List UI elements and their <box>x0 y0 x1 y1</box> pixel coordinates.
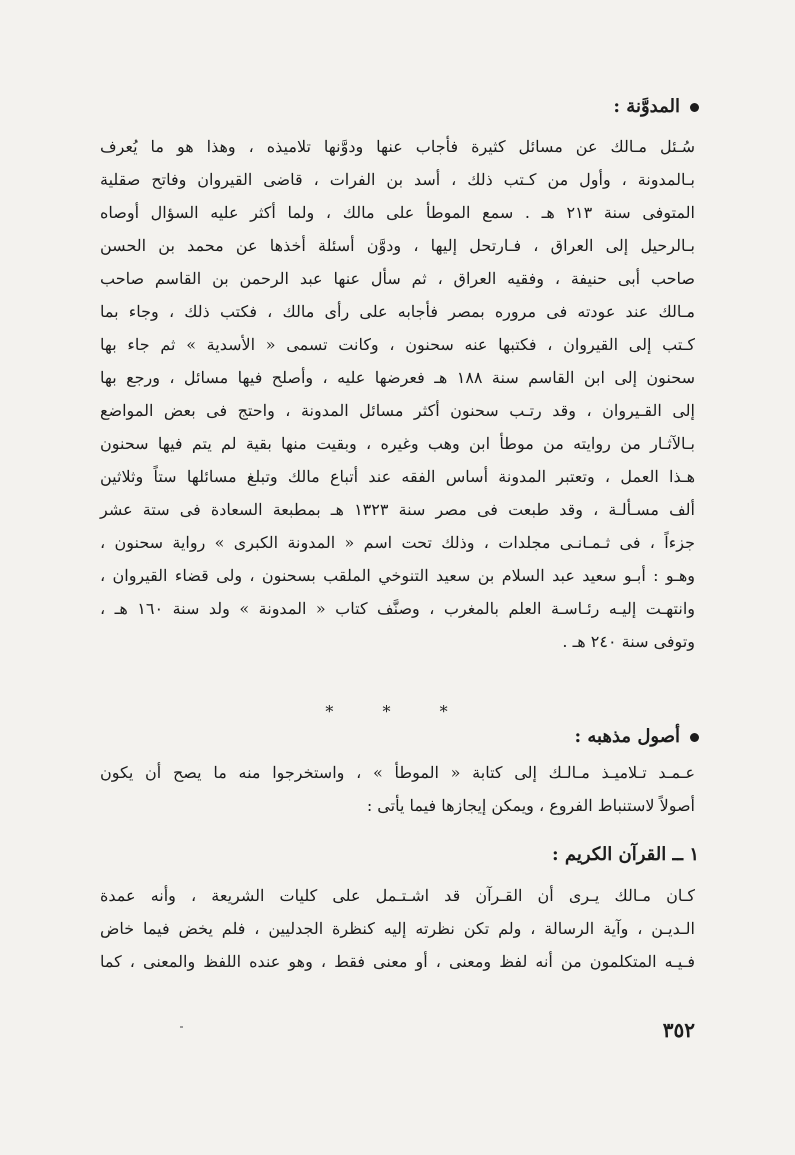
section-heading-mudawwana <box>613 96 699 117</box>
paragraph-line: وتوفى سنة ٢٤٠ هـ . <box>562 632 695 651</box>
paragraph-line: هـذا العمل ، وتعتبر المدونة أساس الفقه عند أتباع مالك وتبلغ مسائلها ستاً وثلاثين <box>100 467 695 486</box>
paragraph-line: بـالرحيل إلى العراق ، فـارتحل إليها ، ودوَّن أسئلة أخذها عن محمد بن الحسن <box>100 236 695 255</box>
paragraph-line: عـمـد تـلاميـذ مـالـك إلى كتابة « الموطأ » ، واستخرجوا منه ما يصح أن يكون <box>100 763 695 782</box>
paragraph-line: أصولاً لاستنباط الفروع ، ويمكن إيجازها فيما يأتى : <box>366 796 695 815</box>
heading-text: المدوَّنة : <box>613 96 680 117</box>
paragraph-line: المتوفى سنة ٢١٣ هـ . سمع الموطأ على مالك ، ولما أكثر عليه السؤال أوصاه <box>100 203 695 222</box>
paragraph-line: بـالآثـار من روايته من موطأ ابن وهب وغيره ، وبقيت منها بقية لم يتم فيها سحنون <box>100 434 695 453</box>
paragraph-line: بـالمدونة ، وأول من كـتب ذلك ، أسد بن الفرات ، قاضى القيروان وفاتح صقلية <box>100 170 695 189</box>
paragraph-line: إلى القـيروان ، وقد رتـب سحنون أكثر مسائل المدونة ، واحتج فى بعض المواضع <box>100 401 695 420</box>
paragraph-line: الـديـن ، وآية الرسالة ، ولم تكن نظرته إليه كنظرة الجدليين ، فلم يخض فيما خاض <box>100 919 695 938</box>
section-separator: * * * <box>325 702 470 721</box>
heading-text: ١ ــ القرآن الكريم : <box>551 844 699 865</box>
paragraph-line: وانتهـت إليـه رئـاسـة العلم بالمغرب ، وصنَّف كتاب « المدونة » ولد سنة ١٦٠ هـ ، <box>100 599 695 618</box>
paragraph-line: وهـو : أبـو سعيد عبد السلام بن سعيد التنوخي الملقب بسحنون ، ولى قضاء القيروان ، <box>100 566 695 585</box>
paragraph-line: صاحب أبى حنيفة ، وفقيه العراق ، ثم سأل عنها عبد الرحمن بن القاسم صاحب <box>100 269 696 288</box>
paragraph-line: كـتب إلى القيروان ، فكتبها عنه سحنون ، وكانت تسمى « الأسدية » ثم جاء بها <box>100 335 695 354</box>
bullet-icon <box>690 103 699 112</box>
paragraph-line: فـيـه المتكلمون من أنه لفظ ومعنى ، أو معنى فقط ، وهو عنده اللفظ والمعنى ، كما <box>100 952 695 971</box>
page-number: ٣٥٢ <box>662 1018 695 1042</box>
paragraph-line: كـان مـالك يـرى أن القـرآن قد اشـتـمل على كليات الشريعة ، وأنه عمدة <box>100 886 695 905</box>
paragraph-line: سُـئل مـالك عن مسائل كثيرة فأجاب عنها ودوَّنها تلاميذه ، وهذا هو ما يُعرف <box>100 137 695 156</box>
paragraph-line: ألف مسـألـة ، وقد طبعت فى مصر سنة ١٣٢٣ هـ بمطبعة السعادة فى ستة عشر <box>100 500 695 519</box>
section-heading-usul <box>574 726 699 747</box>
paragraph-line: سحنون إلى ابن القاسم سنة ١٨٨ هـ فعرضها عليه ، وأصلح فيها مسائل ، ورجع بها <box>100 368 695 387</box>
paragraph-line: مـالك عند عودته فى مروره بمصر فأجابه على رأى مالك ، فكتب ذلك ، وجاء بما <box>100 302 695 321</box>
section-heading-quran <box>552 844 699 865</box>
heading-text: أصول مذهبه : <box>574 726 680 747</box>
scan-speck <box>180 1026 183 1028</box>
bullet-icon <box>690 733 699 742</box>
paragraph-line: جزءاً ، فى ثـمـانـى مجلدات ، وذلك تحت اسم « المدونة الكبرى » رواية سحنون ، <box>100 533 695 552</box>
